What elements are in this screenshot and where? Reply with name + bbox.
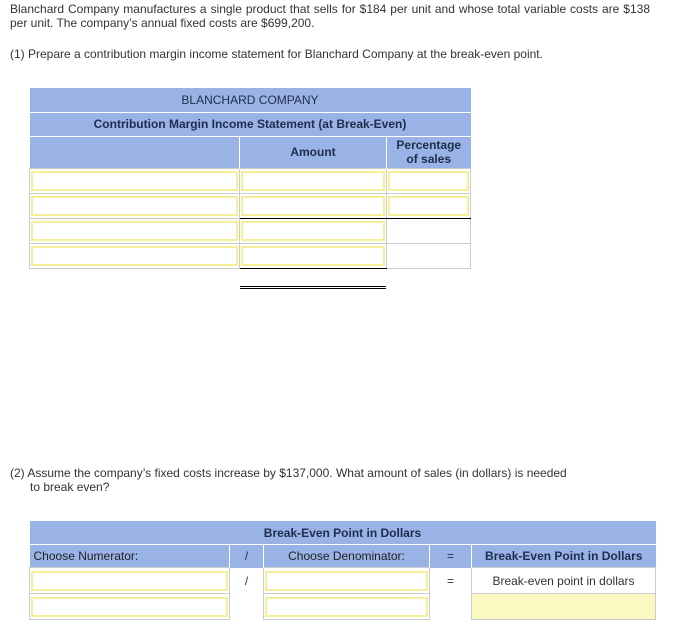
income-statement-table	[29, 88, 471, 269]
numerator-input-row2[interactable]	[31, 597, 228, 617]
row3-label-cell	[30, 218, 240, 243]
equals-header: =	[430, 545, 472, 568]
label-column-header	[30, 136, 240, 168]
part2-question-line1: (2) Assume the company’s fixed costs increase by $137,000. What amount of sales (in dollars) is needed	[10, 466, 567, 480]
equals-blank-row2	[430, 594, 472, 620]
result-header: Break-Even Point in Dollars	[472, 545, 656, 568]
row3-amount-input[interactable]	[241, 221, 385, 241]
numerator-cell-row1	[30, 568, 230, 594]
result-label-row1: Break-even point in dollars	[472, 568, 656, 594]
denominator-cell-row2	[264, 594, 430, 620]
row4-amount-cell	[240, 243, 387, 268]
divide-header: /	[230, 545, 264, 568]
row4-label-input[interactable]	[31, 246, 238, 266]
denominator-input-row2[interactable]	[265, 597, 428, 617]
denominator-cell-row1	[264, 568, 430, 594]
numerator-header: Choose Numerator:	[30, 545, 230, 568]
row1-label-cell	[30, 168, 240, 193]
denominator-header: Choose Denominator:	[264, 545, 430, 568]
statement-title: Contribution Margin Income Statement (at Break-Even)	[30, 112, 471, 136]
row2-label-input[interactable]	[31, 196, 238, 216]
divide-blank-row2	[230, 594, 264, 620]
denominator-input-row1[interactable]	[265, 571, 428, 591]
percentage-header-line1: Percentage	[396, 138, 462, 152]
divide-symbol-row1: /	[244, 573, 249, 588]
equals-symbol-row1: =	[446, 573, 454, 588]
break-even-table	[29, 521, 656, 620]
numerator-input-row1[interactable]	[31, 571, 228, 591]
part2-question-line2: to break even?	[30, 480, 110, 494]
percentage-header-line2: of sales	[406, 152, 452, 166]
row2-label-cell	[30, 193, 240, 218]
row3-amount-cell	[240, 218, 387, 243]
row4-label-cell	[30, 243, 240, 268]
row3-percent-blank	[387, 218, 471, 243]
numerator-cell-row2	[30, 594, 230, 620]
row2-amount-cell	[240, 193, 387, 218]
row2-amount-input[interactable]	[241, 196, 385, 216]
row2-percent-cell	[387, 193, 471, 218]
percentage-column-header	[387, 136, 471, 168]
row4-percent-blank	[387, 243, 471, 268]
part1-question: (1) Prepare a contribution margin income statement for Blanchard Company at the break-even point.	[10, 47, 543, 61]
row1-percent-cell	[387, 168, 471, 193]
row1-percent-input[interactable]	[388, 171, 469, 191]
company-name: BLANCHARD COMPANY	[30, 88, 471, 112]
part2-question	[10, 466, 650, 494]
row3-label-input[interactable]	[31, 221, 238, 241]
row1-amount-input[interactable]	[241, 171, 385, 191]
row4-amount-input[interactable]	[241, 246, 385, 266]
row1-label-input[interactable]	[31, 171, 238, 191]
break-even-table-title: Break-Even Point in Dollars	[30, 521, 656, 545]
problem-statement: Blanchard Company manufactures a single product that sells for $184 per unit and whose total variable costs are $138 per unit. The company’s annual fixed costs are $699,200.	[10, 2, 650, 30]
amount-column-header: Amount	[240, 136, 387, 168]
break-even-result-input[interactable]	[472, 594, 656, 620]
total-double-underline	[240, 286, 386, 289]
row2-percent-input[interactable]	[388, 196, 469, 216]
row1-amount-cell	[240, 168, 387, 193]
